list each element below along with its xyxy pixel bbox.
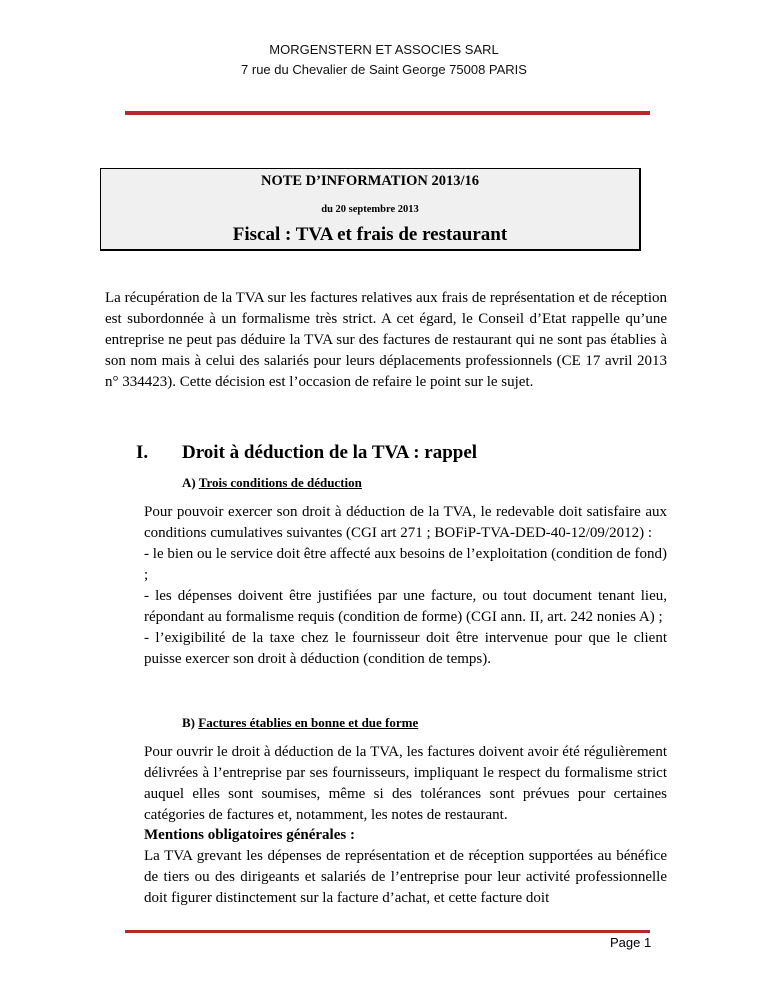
company-name: MORGENSTERN ET ASSOCIES SARL [269,42,499,57]
note-subject: Fiscal : TVA et frais de restaurant [232,224,508,245]
condition-item: - les dépenses doivent être justifiées par une facture, ou tout document tenant lieu, répondant au formalisme requis (condition de forme) (CGI ann. II, art. 242 nonies A) ; [144,588,667,625]
section-number: I. [136,442,149,463]
conditions-block [144,502,667,670]
note-title: NOTE D’INFORMATION 2013/16 [260,173,480,189]
mentions-label: Mentions obligatoires générales : [144,827,355,843]
letterhead [0,40,768,80]
header-divider [125,111,650,115]
condition-item: - l’exigibilité de la taxe chez le fournisseur doit être intervenue pour que le client puisse exercer son droit à déduction (condition de temps). [144,630,667,667]
note-title-box [100,168,641,251]
subsection-prefix: B) [182,715,195,730]
subsection-title: Factures établies en bonne et due forme [198,715,419,730]
condition-item: - le bien ou le service doit être affecté aux besoins de l’exploitation (condition de fond) ; [144,546,667,583]
subsection-title: Trois conditions de déduction [198,475,362,490]
invoice-paragraph: Pour ouvrir le droit à déduction de la TVA, les factures doivent avoir été régulièrement délivrées à l’entreprise par ses fournisseurs, impliquant le respect du formalisme strict auquel elles sont soumises, même si des tolérances sont prévues pour certaines catégories de factures et, notamment, les notes de restaurant. [144,744,667,823]
note-date: du 20 septembre 2013 [321,204,419,215]
page-number: Page 1 [610,935,652,950]
intro-paragraph: La récupération de la TVA sur les factures relatives aux frais de représentation et de réception est subordonnée à un formalisme très strict. A cet égard, le Conseil d’Etat rappelle qu’une entreprise ne peut pas déduire la TVA sur des factures de restaurant qui ne sont pas établies à son nom mais à celui des salariés pour leurs déplacements professionnels (CE 17 avril 2013 n° 334423). Cette décision est l’occasion de refaire le point sur le sujet. [105,290,667,390]
section-title: Droit à déduction de la TVA : rappel [182,442,478,463]
conditions-intro: Pour pouvoir exercer son droit à déduction de la TVA, le redevable doit satisfaire aux conditions cumulatives suivantes (CGI art 271 ; BOFiP-TVA-DED-40-12/09/2012) : [144,504,667,541]
subsection-prefix: A) [182,475,196,490]
mentions-block [144,825,667,909]
footer-divider [125,930,650,933]
company-address: 7 rue du Chevalier de Saint George 75008 PARIS [241,62,527,77]
subsection-heading-b [182,715,418,731]
subsection-heading-a [182,475,362,491]
mentions-text: La TVA grevant les dépenses de représentation et de réception supportées au bénéfice de tiers ou des dirigeants et salariés de l’entreprise pour leur activité professionnelle doit figurer distinctement sur la facture d’achat, et cette facture doit [144,848,667,906]
